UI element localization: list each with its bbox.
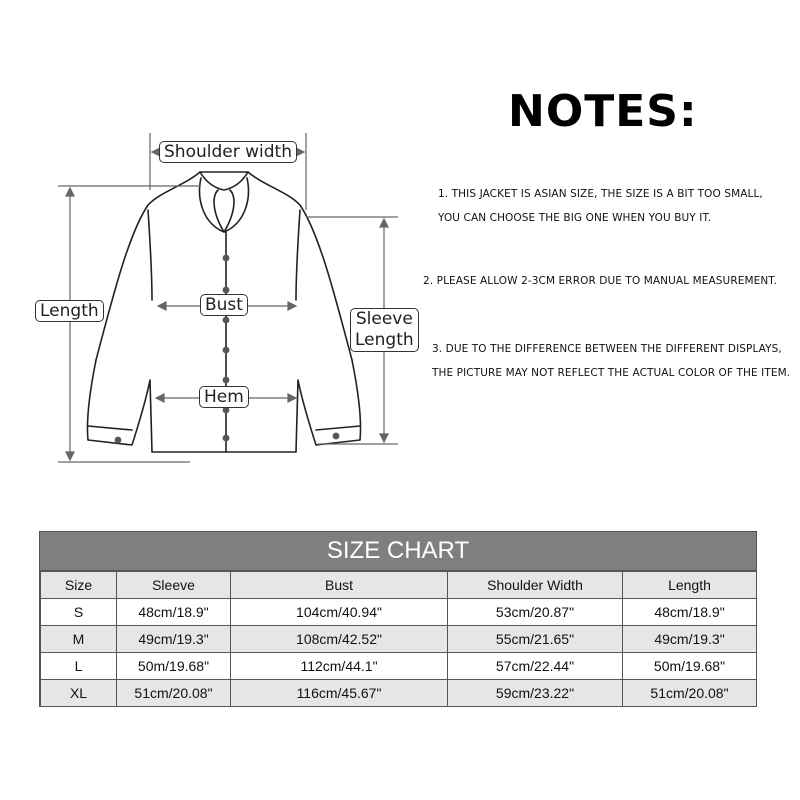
size-chart [39,531,757,707]
header-bust: Bust [231,572,448,599]
table-cell: 53cm/20.87" [448,599,623,626]
table-cell: 49cm/19.3" [117,626,231,653]
hem-label: Hem [199,386,249,408]
table-cell: 50m/19.68" [117,653,231,680]
table-cell: 108cm/42.52" [231,626,448,653]
table-cell: 104cm/40.94" [231,599,448,626]
header-shoulder-width: Shoulder Width [448,572,623,599]
notes-title: NOTES: [508,86,698,137]
table-cell: 112cm/44.1" [231,653,448,680]
button-dots [115,255,340,444]
table-row [41,599,757,626]
table-cell: XL [41,680,117,707]
table-cell: 50m/19.68" [623,653,757,680]
note-1-line-1: 1. THIS JACKET IS ASIAN SIZE, THE SIZE IS A BIT TOO SMALL, [438,188,763,200]
table-cell: 48cm/18.9" [117,599,231,626]
shoulder-width-label: Shoulder width [159,141,297,163]
note-1-line-2: YOU CAN CHOOSE THE BIG ONE WHEN YOU BUY IT. [438,212,712,224]
header-size: Size [41,572,117,599]
table-cell: 51cm/20.08" [117,680,231,707]
jacket-illustration [0,0,420,480]
table-cell: 116cm/45.67" [231,680,448,707]
jacket-measurement-diagram [0,0,420,480]
table-cell: 59cm/23.22" [448,680,623,707]
table-row [41,680,757,707]
note-3-line-1: 3. DUE TO THE DIFFERENCE BETWEEN THE DIFFERENT DISPLAYS, [432,343,782,355]
table-cell: L [41,653,117,680]
note-3-line-2: THE PICTURE MAY NOT REFLECT THE ACTUAL COLOR OF THE ITEM. [432,367,791,379]
table-cell: 49cm/19.3" [623,626,757,653]
sleeve-length-label: Sleeve Length [350,308,419,352]
table-cell: S [41,599,117,626]
table-cell: 51cm/20.08" [623,680,757,707]
size-table [40,571,757,707]
table-header-row [41,572,757,599]
table-cell: 55cm/21.65" [448,626,623,653]
size-chart-title: SIZE CHART [40,532,756,571]
header-length: Length [623,572,757,599]
table-row [41,626,757,653]
table-cell: 48cm/18.9" [623,599,757,626]
table-cell: 57cm/22.44" [448,653,623,680]
table-cell: M [41,626,117,653]
header-sleeve: Sleeve [117,572,231,599]
table-row [41,653,757,680]
note-2: 2. PLEASE ALLOW 2-3CM ERROR DUE TO MANUAL MEASUREMENT. [423,275,778,287]
length-label: Length [35,300,104,322]
bust-label: Bust [200,294,248,316]
